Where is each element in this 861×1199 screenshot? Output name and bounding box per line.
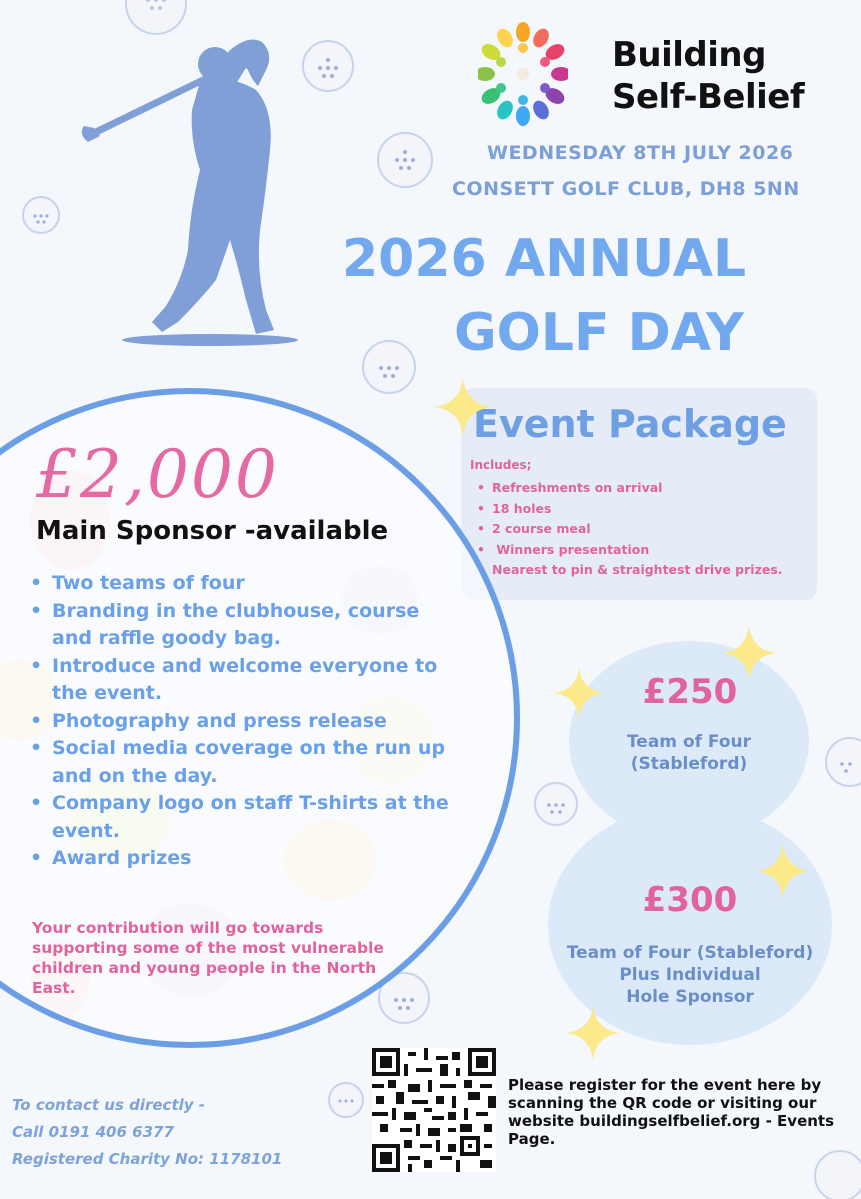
golf-ball-icon [375,130,435,190]
charity-number: Registered Charity No: 1178101 [12,1150,283,1168]
golf-ball-icon [810,1146,861,1199]
brand-name [612,34,804,118]
includes-label: Includes; [470,458,532,472]
option-description-line: Plus Individual [619,965,761,985]
golf-ball-icon [822,734,861,790]
sparkle-star-icon [552,666,606,720]
page-title-line-2: GOLF DAY [454,303,744,363]
list-item: • 18 holes [470,499,783,520]
contact-heading: To contact us directly - [12,1096,205,1114]
list-item: • Photography and press release [28,708,462,736]
option-description [550,942,830,1008]
register-instructions: Please register for the event here by scanning the QR code or visiting our website buildingselfbelief.org - Events Page. [508,1076,835,1148]
option-description-line: (Stableford) [630,754,748,774]
sparkle-star-icon [432,376,494,438]
option-price: £250 [642,672,738,712]
golfer-silhouette-icon [70,30,360,350]
option-description-line: Hole Sponsor [626,987,754,1007]
list-item: • Branding in the clubhouse, course and raffle goody bag. [28,598,462,653]
event-package-title: Event Package [473,402,787,446]
contact-phone[interactable]: Call 0191 406 6377 [12,1123,174,1141]
list-item: • Two teams of four [28,570,462,598]
package-items-list [470,478,783,581]
list-item: • Social media coverage on the run up and on the day. [28,735,462,790]
list-item: • Refreshments on arrival [470,478,783,499]
golf-ball-icon [326,1080,366,1120]
option-price: £300 [642,880,738,920]
list-item: • Introduce and welcome everyone to the event. [28,653,462,708]
golf-ball-icon [360,338,418,396]
event-venue: CONSETT GOLF CLUB, DH8 5NN [452,178,800,200]
option-description-line: Team of Four [626,732,752,752]
list-item: • Winners presentation [470,540,783,561]
building-self-belief-logo-icon [478,18,568,130]
list-item: • Company logo on staff T-shirts at the event. [28,790,462,845]
event-package-card [461,388,817,600]
list-item: • 2 course meal [470,519,783,540]
golf-ball-icon [20,194,62,236]
qr-code[interactable] [372,1048,496,1172]
brand-line-2: Self-Belief [612,77,805,117]
option-description [589,731,789,775]
main-sponsor-label: Main Sponsor -available [36,516,389,546]
sponsor-benefits-list [28,570,462,873]
sparkle-star-icon [754,840,812,902]
golf-ball-icon [532,780,580,828]
contribution-note: Your contribution will go towards supporting some of the most vulnerable children and young people in the North East. [32,919,384,997]
main-sponsor-amount: £2,000 [36,436,279,513]
option-description-line: Team of Four (Stableford) [566,943,814,963]
sparkle-star-icon [720,624,778,682]
brand-line-1: Building [612,35,766,75]
page-title-line-1: 2026 ANNUAL [342,229,747,289]
sparkle-star-icon [564,1004,622,1062]
list-item: • Award prizes [28,845,462,873]
event-date: WEDNESDAY 8TH JULY 2026 [487,142,794,164]
list-item: • Nearest to pin & straightest drive prizes. [470,560,783,581]
